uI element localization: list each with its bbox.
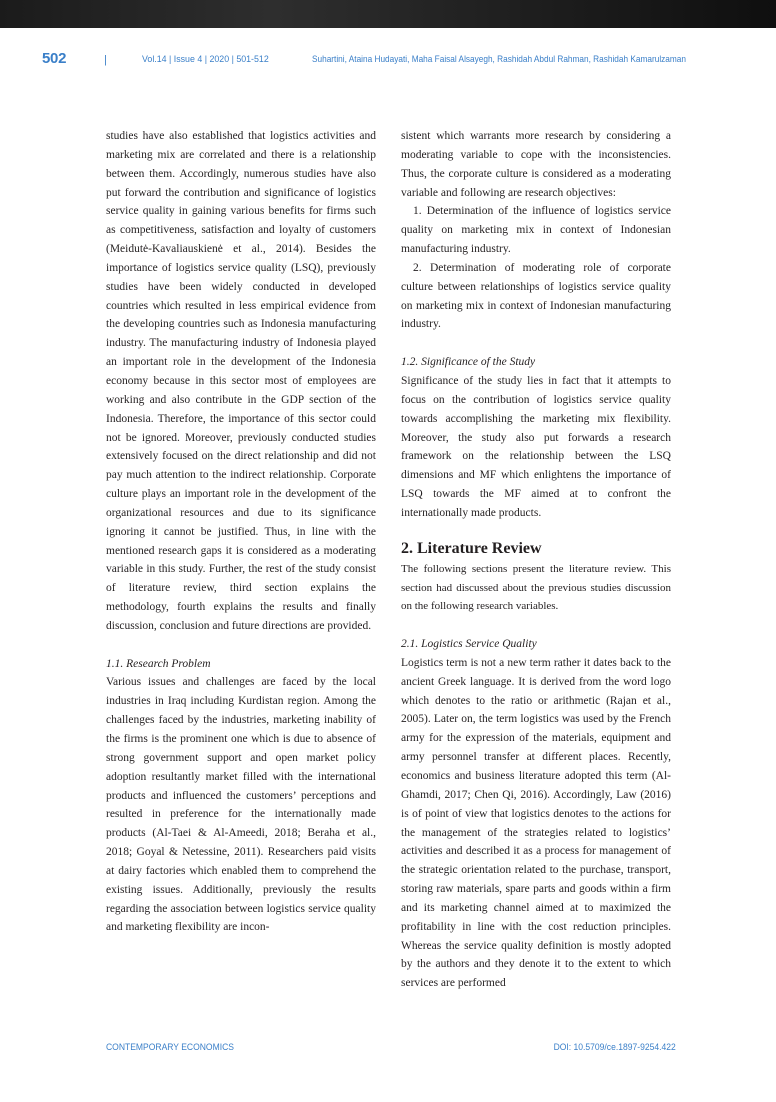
- subsection-heading: 2.1. Logistics Service Quality: [401, 638, 537, 651]
- page-footer: [0, 1042, 776, 1056]
- paragraph: Significance of the study lies in fact that it attempts to focus on the contribution of logistics service quality towards accomplishing the marketing mix flexibility. Moreover, the study also put forwards a research framework on the relationship between the LSQ dimensions and MF which enlightens the importance of LSQ towards the MF aimed at to confront the internationally made products.: [401, 374, 671, 519]
- top-decorative-band: [0, 0, 776, 28]
- paragraph: Logistics term is not a new term rather it dates back to the ancient Greek language. It is derived from the word logo which denotes to the ratio or arithmetic (Rajan et al., 2005). Later on, the term logistics was used by the French army for the expression of the materials, equipment and army personnel transfer at different places. Recently, economics and business literature adopted this term (Al-Ghamdi, 2017; Chen Qi, 2016). Accordingly, Law (2016) is of point of view that logistics denotes to the actions for the management of the strategies related to logistics’ activities and described it as a process for management of the strategic orientation related to the purchase, transport, storing raw materials, spare parts and goods within a firm and its marketing channel aimed at to maximized the profitability in line with the cost reduction principles. Whereas the service quality definition is mostly adopted by the authors and they denote it to the extent to which services are performed: [401, 656, 671, 990]
- paragraph: Various issues and challenges are faced by the local industries in Iraq including Kurdistan region. Among the challenges faced by the industries, marketing inability of the firms is the prominent one which is due to absence of strong government support and open market policy adoption resultantly market filled with the international products and influenced the customers’ perceptions and resulted in preference for the internationally made products (Al-Taei & Al-Ameedi, 2018; Beraha et al., 2018; Goyal & Netessine, 2011). Researchers paid visits at dairy factories which enabled them to comprehend the existing issues. Additionally, previously the results regarding the association between logistics service quality and marketing flexibility are incon-: [106, 676, 376, 934]
- right-text-column: [401, 127, 671, 993]
- page-number: 502: [42, 50, 67, 67]
- objective-item: 2. Determination of moderating role of corporate culture between relationships of logistics service quality on marketing mix in context of Indonesian manufacturing industry.: [401, 261, 671, 331]
- doi-link[interactable]: DOI: 10.5709/ce.1897-9254.422: [553, 1042, 676, 1053]
- volume-issue-info: Vol.14 | Issue 4 | 2020 | 501-512: [142, 54, 269, 65]
- paragraph: The following sections present the literature review. This section had discussed about the previous studies discussion on the following research variables.: [401, 562, 671, 613]
- subsection-heading: 1.1. Research Problem: [106, 657, 211, 670]
- left-text-column: [106, 127, 376, 937]
- journal-name: CONTEMPORARY ECONOMICS: [106, 1042, 234, 1053]
- subsection-heading: 1.2. Significance of the Study: [401, 356, 536, 369]
- paragraph: sistent which warrants more research by considering a moderating variable to cope with the inconsistencies. Thus, the corporate culture is considered as a moderating variable and following are research objectives:: [401, 130, 671, 199]
- objective-item: 1. Determination of the influence of logistics service quality on marketing mix in context of Indonesian manufacturing industry.: [401, 205, 671, 256]
- paragraph: studies have also established that logistics activities and marketing mix are correlated and there is a relationship between them. Accordingly, numerous studies have also put forward the contribution and significance of logistics service quality in gaining various benefits for firms such as competitiveness, satisfaction and loyalty of customers (Meidutė-Kavaliauskienė et al., 2014). Besides the importance of logistics service quality (LSQ), previously studies have been widely conducted in developed countries which resulted in less empirical evidence from the developing countries such as Indonesia manufacturing industry. The manufacturing industry of Indonesia played an important role in the development of the Indonesia economy because in this sector most of employees are working and also contribute in the GDP section of the Indonesia. Therefore, the importance of this sector could not be ignored. Moreover, previously conducted studies extensively focused on the direct relationship and did not pay much attention to the indirect relationship. Corporate culture plays an important role in the development of the organizational resources and due to its significance ignoring it cannot be justified. Thus, in line with the mentioned research gaps it is considered as a moderating variable in this study. Further, the rest of the study consist of literature review, third section explains the methodology, fourth explains the results and finally discussion, conclusion and future directions are provided.: [106, 130, 376, 632]
- section-heading: 2. Literature Review: [401, 539, 542, 557]
- author-list: Suhartini, Ataina Hudayati, Maha Faisal Alsayegh, Rashidah Abdul Rahman, Rashidah Kamarulzaman: [312, 54, 686, 65]
- running-header: [0, 52, 776, 72]
- header-separator: |: [104, 54, 107, 66]
